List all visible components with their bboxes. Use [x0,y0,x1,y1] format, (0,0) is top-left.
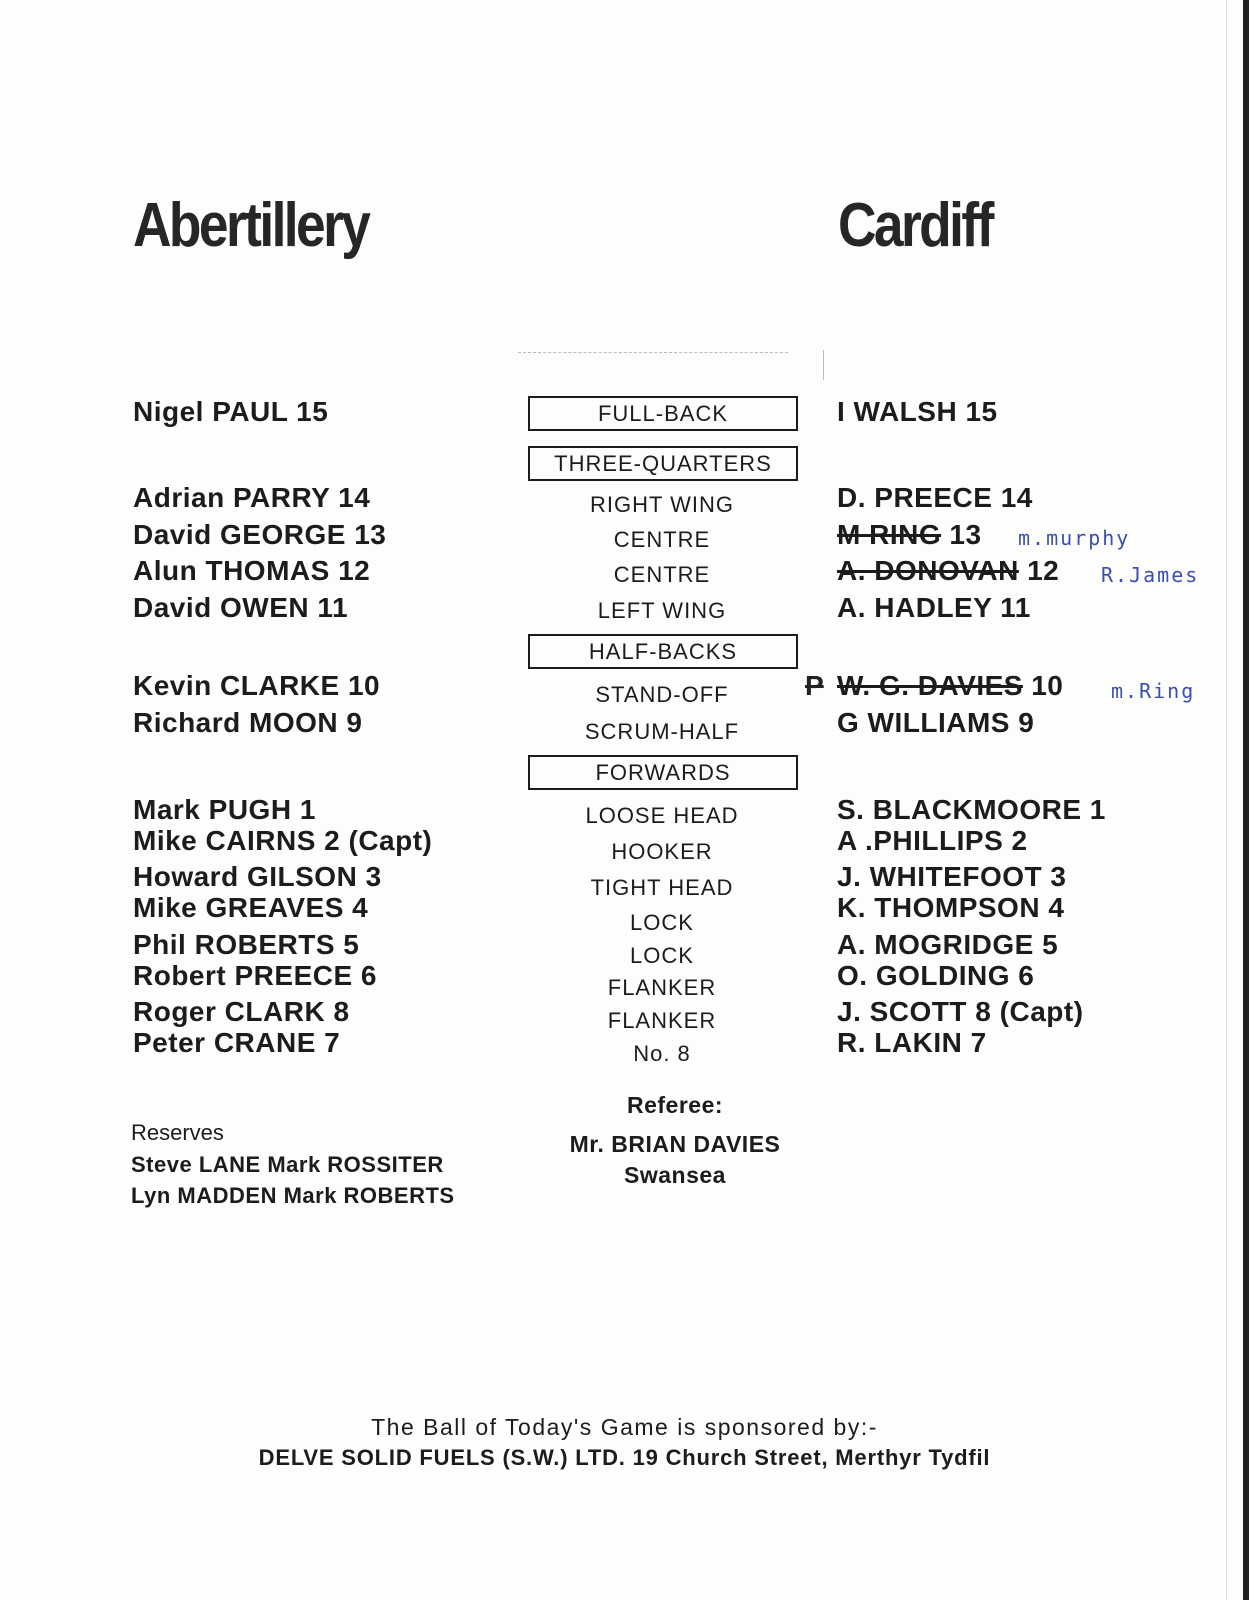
struck-name: A. DONOVAN [837,555,1019,586]
away-player: K. THOMPSON 4 [837,892,1065,923]
handwritten-replacement: m.Ring [1111,679,1196,703]
home-player: Phil ROBERTS 5 [133,929,360,960]
away-player: O. GOLDING 6 [837,960,1035,991]
away-player: A .PHILLIPS 2 [837,825,1028,856]
section-full-back: FULL-BACK [528,396,798,431]
away-full-back: I WALSH 15 [837,396,998,427]
away-player: S. BLACKMOORE 1 [837,794,1106,825]
position-label: FLANKER [607,1008,717,1033]
home-player: Kevin CLARKE 10 [133,670,381,701]
away-team-title: Cardiff [838,191,992,260]
divider [823,350,824,380]
home-player: Adrian PARRY 14 [133,482,371,513]
away-player: A. HADLEY 11 [837,592,1031,623]
section-three-quarters: THREE-QUARTERS [528,446,798,481]
section-half-backs: HALF-BACKS [528,634,798,669]
away-player: G WILLIAMS 9 [837,707,1035,738]
home-player: David OWEN 11 [133,592,349,623]
away-player: D. PREECE 14 [837,482,1033,513]
home-player: Peter CRANE 7 [133,1027,341,1058]
scan-edge-line [1226,0,1227,1600]
away-player: J. WHITEFOOT 3 [837,861,1067,892]
away-player: R. LAKIN 7 [837,1027,987,1058]
position-label: HOOKER [611,839,713,864]
struck-mark: P [805,670,824,701]
position-label: SCRUM-HALF [584,719,740,744]
struck-name: W. G. DAVIES [837,670,1023,701]
home-team-title: Abertillery [133,191,369,260]
home-full-back: Nigel PAUL 15 [133,396,329,427]
section-forwards: FORWARDS [528,755,798,790]
position-label: FLANKER [607,975,717,1000]
home-player: Alun THOMAS 12 [133,555,371,586]
home-player: Mike GREAVES 4 [133,892,369,923]
away-player-replaced: W. G. DAVIES 10 [837,670,1064,701]
away-player: A. MOGRIDGE 5 [837,929,1059,960]
position-label: LEFT WING [597,598,727,623]
sponsor-intro: The Ball of Today's Game is sponsored by:- [371,1414,878,1440]
away-player: J. SCOTT 8 (Capt) [837,996,1084,1027]
away-player-replaced: M RING 13 [837,519,982,550]
home-player: Robert PREECE 6 [133,960,377,991]
struck-name: M RING [837,519,942,550]
position-label: LOCK [630,910,694,935]
reserves-line: Steve LANE Mark ROSSITER [131,1152,444,1177]
home-player: David GEORGE 13 [133,519,387,550]
handwritten-replacement: R.James [1101,563,1200,587]
position-label: TIGHT HEAD [590,875,734,900]
home-player: Mark PUGH 1 [133,794,316,825]
sponsor-name: DELVE SOLID FUELS (S.W.) LTD. 19 Church Street, Merthyr Tydfil [258,1445,991,1470]
home-player: Mike CAIRNS 2 (Capt) [133,825,433,856]
referee-name: Mr. BRIAN DAVIES [569,1131,781,1157]
position-label: STAND-OFF [595,682,729,707]
position-label: CENTRE [613,527,711,552]
home-player: Howard GILSON 3 [133,861,382,892]
position-label: No. 8 [633,1041,691,1066]
home-player: Roger CLARK 8 [133,996,350,1027]
scan-edge [1243,0,1249,1600]
handwritten-replacement: m.murphy [1018,526,1131,550]
position-label: LOOSE HEAD [585,803,739,828]
reserves-title: Reserves [131,1120,224,1145]
referee-label: Referee: [626,1092,724,1118]
divider [518,352,788,353]
away-player-replaced: A. DONOVAN 12 [837,555,1060,586]
home-player: Richard MOON 9 [133,707,363,738]
position-label: CENTRE [613,562,711,587]
position-label: LOCK [630,943,694,968]
reserves-line: Lyn MADDEN Mark ROBERTS [131,1183,455,1208]
referee-town: Swansea [624,1162,726,1188]
position-label: RIGHT WING [589,492,735,517]
